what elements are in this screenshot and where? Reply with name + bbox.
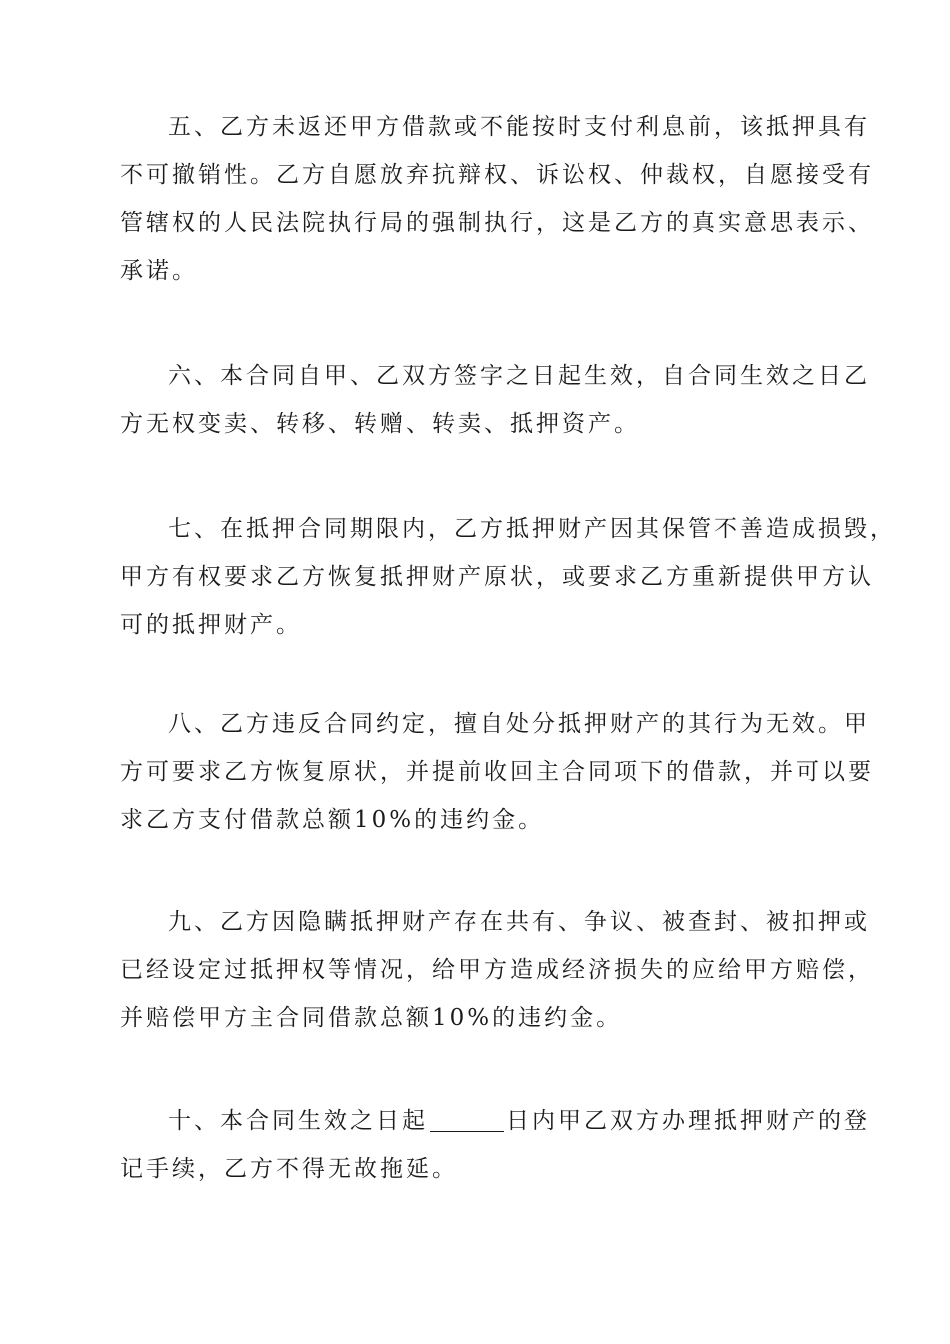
clause-7: [120, 505, 896, 649]
clause-9-line-2: 已经设定过抵押权等情况，给甲方造成经济损失的应给甲方赔偿，: [120, 957, 874, 983]
clause-10-text-after-blank: 日内甲乙双方办理抵押财产的登: [506, 1108, 870, 1134]
clause-8-line-3: 求乙方支付借款总额10%的违约金。: [120, 807, 545, 833]
clause-7-line-2: 甲方有权要求乙方恢复抵押财产原状，或要求乙方重新提供甲方认: [120, 564, 874, 590]
clause-5-line-2: 不可撤销性。乙方自愿放弃抗辩权、诉讼权、仲裁权，自愿接受有: [120, 162, 874, 188]
clause-10-line-2: 记手续，乙方不得无故拖延。: [120, 1156, 458, 1182]
fill-in-blank-days: [430, 1109, 504, 1132]
clause-7-line-1: 七、在抵押合同期限内，乙方抵押财产因其保管不善造成损毁，: [168, 516, 896, 542]
clause-7-line-3: 可的抵押财产。: [120, 612, 302, 638]
clause-8-line-2: 方可要求乙方恢复原状，并提前收回主合同项下的借款，并可以要: [120, 759, 874, 785]
clause-5-line-4: 承诺。: [120, 258, 198, 284]
clause-5: [120, 103, 874, 295]
clause-5-line-3: 管辖权的人民法院执行局的强制执行，这是乙方的真实意思表示、: [120, 210, 874, 236]
clause-10: [120, 1097, 870, 1193]
clause-5-line-1: 五、乙方未返还甲方借款或不能按时支付利息前，该抵押具有: [168, 114, 870, 140]
clause-8: [120, 700, 874, 844]
clause-10-text-before-blank: 十、本合同生效之日起: [168, 1108, 428, 1134]
clause-9-line-1: 九、乙方因隐瞒抵押财产存在共有、争议、被查封、被扣押或: [168, 909, 870, 935]
clause-10-line-1: [120, 1097, 870, 1145]
clause-6-line-2: 方无权变卖、转移、转赠、转卖、抵押资产。: [120, 411, 640, 437]
clause-9: [120, 898, 874, 1042]
clause-9-line-3: 并赔偿甲方主合同借款总额10%的违约金。: [120, 1005, 623, 1031]
clause-6-line-1: 六、本合同自甲、乙双方签字之日起生效，自合同生效之日乙: [168, 363, 870, 389]
clause-6: [120, 352, 870, 448]
clause-8-line-1: 八、乙方违反合同约定，擅自处分抵押财产的其行为无效。甲: [168, 711, 870, 737]
